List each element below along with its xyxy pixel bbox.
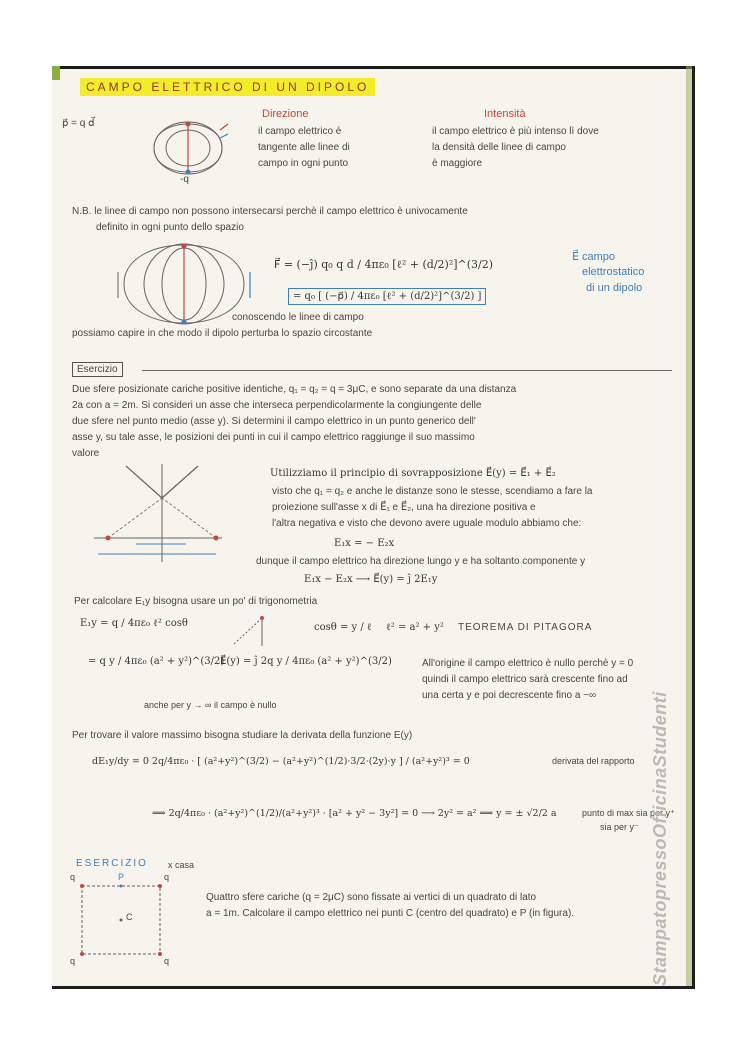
origin-line-3: una certa y e poi decrescente fino a −∞	[422, 690, 597, 701]
charge-label-br: q	[164, 956, 170, 966]
max-note-2: sia per y⁻	[600, 822, 639, 832]
trig-intro: Per calcolare E₁y bisogna usare un po' di trigonometria	[74, 596, 318, 607]
charge-label-tl: q	[70, 872, 76, 882]
field-label-3: di un dipolo	[586, 282, 643, 294]
derivative-note: derivata del rapporto	[552, 756, 635, 766]
field-label-1: E⃗ campo	[572, 251, 616, 263]
exercise-text-1: Due sfere posizionate cariche positive identiche, q₁ = q₂ = q = 3μC, e sono separate da una distanza	[72, 384, 517, 395]
section-rule	[142, 370, 672, 371]
equation-e1y: E₁y = q / 4πε₀ ℓ² cosθ	[80, 618, 188, 629]
infinity-note: anche per y → ∞ il campo è nullo	[144, 700, 277, 710]
two-charges-diagram	[86, 458, 226, 568]
cos-equation: cosθ = y / ℓ	[314, 622, 372, 633]
pythagoras-equation: ℓ² = a² + y²	[386, 622, 444, 633]
derivative-equation: dE₁y/dy = 0 2q/4πε₀ · [ (a²+y²)^(3/2) − (a²+y²)^(1/2)·3/2·(2y)·y ] / (a²+y²)³ = 0	[92, 756, 470, 767]
exercise-label: Esercizio	[72, 362, 123, 377]
exercise2-text-1: Quattro sfere cariche (q = 2μC) sono fissate ai vertici di un quadrato di lato	[206, 892, 537, 903]
force-formula: F⃗ = (−ĵ) q₀ q d / 4πε₀ [ℓ² + (d/2)²]^(3/2)	[274, 258, 494, 271]
conclusion-line-2: possiamo capire in che modo il dipolo perturba lo spazio circostante	[72, 328, 373, 339]
notebook-page	[52, 66, 695, 989]
intensity-line-3: è maggiore	[432, 158, 483, 169]
substituted-equation: = q y / 4πε₀ (a² + y²)^(3/2)	[88, 656, 225, 667]
pythagoras-label: TEOREMA DI PITAGORA	[458, 622, 593, 633]
point-c-label: C	[126, 912, 133, 922]
exercise2-tag: x casa	[168, 860, 195, 870]
conclusion-line-1: conoscendo le linee di campo	[232, 312, 364, 323]
equation-ey: E₁x − E₂x ⟶ E⃗(y) = ĵ 2E₁y	[304, 574, 438, 585]
point-p-label: P	[118, 872, 125, 882]
watermark: StampatopressoOfficinaStudenti	[650, 691, 670, 986]
max-intro: Per trovare il valore massimo bisogna studiare la derivata della funzione E(y)	[72, 730, 413, 741]
work-line-4: l'altra negativa e visto che devono avere uguale modulo abbiamo che:	[272, 518, 582, 529]
exercise2-text-2: a = 1m. Calcolare il campo elettrico nei punti C (centro del quadrato) e P (in figura).	[206, 908, 575, 919]
nb-line-2: definito in ogni punto dello spazio	[96, 222, 244, 233]
dipole-moment-label: p⃗ = q d⃗	[62, 118, 95, 129]
equation-e1x: E₁x = − E₂x	[334, 538, 395, 549]
intensity-line-1: il campo elettrico è più intenso lì dove	[432, 126, 599, 137]
origin-line-1: All'origine il campo elettrico è nullo perchè y = 0	[422, 658, 634, 669]
charge-label-tr: q	[164, 872, 170, 882]
origin-line-2: quindi il campo elettrico sarà crescente fino ad	[422, 674, 628, 685]
work-line-2: visto che q₁ = q₂ e anche le distanze sono le stesse, scendiamo a fare la	[272, 486, 593, 497]
page-corner-mark	[52, 66, 60, 80]
exercise2-label: ESERCIZIO	[76, 858, 148, 869]
field-result-equation: E⃗(y) = ĵ 2q y / 4πε₀ (a² + y²)^(3/2)	[220, 656, 392, 667]
field-label-2: elettrostatico	[582, 266, 645, 278]
square-charges-diagram	[68, 874, 178, 958]
intensity-heading: Intensità	[484, 108, 526, 120]
nb-line-1: N.B. le linee di campo non possono intersecarsi perchè il campo elettrico è univocamente	[72, 206, 468, 217]
charge-label-bl: q	[70, 956, 76, 966]
negative-charge-label: -q	[180, 174, 189, 185]
page-top-edge	[56, 66, 695, 69]
exercise-text-4: asse y, su tale asse, le posizioni dei punti in cui il campo elettrico raggiunge il suo massimo	[72, 432, 475, 443]
exercise-text-5: valore	[72, 448, 100, 459]
exercise-text-2: 2a con a = 2m. Si consideri un asse che interseca perpendicolarmente la congiungente delle	[72, 400, 482, 411]
direction-line-3: campo in ogni punto	[258, 158, 349, 169]
direction-heading: Direzione	[262, 108, 309, 120]
superposition-line: Utilizziamo il principio di sovrapposizione E⃗(y) = E⃗₁ + E⃗₂	[270, 468, 556, 479]
angle-sketch	[228, 610, 282, 650]
field-formula: = q₀ [ (−p⃗) / 4πε₀ [ℓ² + (d/2)²]^(3/2) ]	[288, 288, 486, 305]
intensity-line-2: la densità delle linee di campo	[432, 142, 566, 153]
then-line: dunque il campo elettrico ha direzione lungo y e ha soltanto componente y	[256, 556, 586, 567]
direction-line-1: il campo elettrico è	[258, 126, 342, 137]
page-title: CAMPO ELETTRICO DI UN DIPOLO	[80, 78, 375, 96]
max-note-1: punto di max sia per y⁺	[582, 808, 675, 818]
maximum-result: ⟹ 2q/4πε₀ · (a²+y²)^(1/2)/(a²+y²)³ · [a² + y² − 3y²] = 0 ⟶ 2y² = a² ⟹ y = ± √2/2 a	[152, 808, 557, 819]
exercise-text-3: due sfere nel punto medio (asse y). Si determini il campo elettrico in un punto generico dell'	[72, 416, 476, 427]
direction-line-2: tangente alle linee di	[258, 142, 350, 153]
notebook-cover-edge	[686, 66, 692, 986]
work-line-3: proiezione sull'asse x di E⃗₁ e E⃗₂, una ha direzione positiva e	[272, 502, 536, 513]
